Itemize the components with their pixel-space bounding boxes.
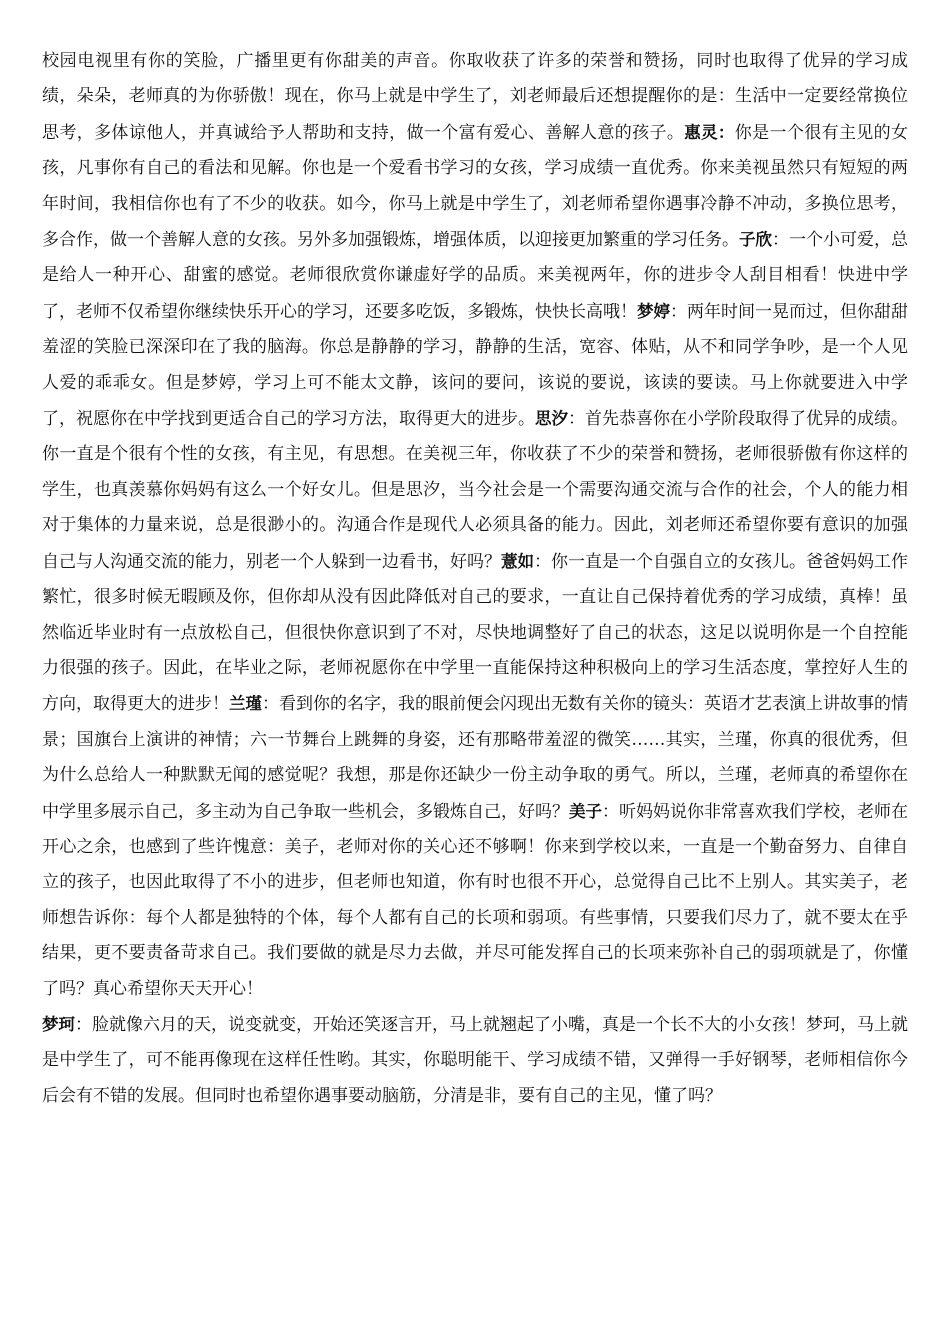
comment-text-meizi: ：听妈妈说你非常喜欢我们学校，老师在开心之余，也感到了些许愧意：美子，老师对你的关心还不够啊！你来到学校以来，一直是一个勤奋努力、自律自立的孩子，也因此取得了不小的进步，但老师也知道，你有时也很不开心，总觉得自己比不上别人。其实美子，老师想告诉你：每个人都是独特的个体，每个人都有自己的长项和弱项。有些事情，只要我们尽力了，就不要太在乎结果，更不要责备苛求自己。我们要做的就是尽力去做，并尽可能发挥自己的长项来弥补自己的弱项就是了，你懂了吗？真心希望你天天开心！: [42, 801, 908, 999]
comment-text-yiru: ：你一直是一个自强自立的女孩儿。爸爸妈妈工作繁忙，很多时候无暇顾及你，但你却从没有因此降低对自己的要求，一直让自己保持着优秀的学习成绩，真棒！虽然临近毕业时有一点放松自己，但很快你意识到了不对，尽快地调整好了自己的状态，这足以说明你是一个自控能力很强的孩子。因此，在毕业之际，老师祝愿你在中学里一直能保持这种积极向上的学习生活态度，掌控好人生的方向，取得更大的进步！: [42, 551, 908, 715]
paragraph-comments: [42, 44, 908, 1007]
student-name-huiling: 惠灵：: [684, 122, 735, 142]
student-name-meizi: 美子: [569, 801, 602, 821]
comment-text-huiling: 你是一个很有主见的女孩，凡事你有自己的看法和见解。你也是一个爱看书学习的女孩，学习成绩一直优秀。你来美视虽然只有短短的两年时间，我相信你也有了不少的收获。如今，你马上就是中学生了，刘老师希望你遇事冷静不冲动，多换位思考，多合作，做一个善解人意的女孩。另外多加强锻炼，增强体质，以迎接更加繁重的学习任务。: [42, 122, 909, 251]
comment-text-mengting: ：两年时间一晃而过，但你甜甜羞涩的笑脸已深深印在了我的脑海。你总是静静的学习，静静的生活，宽容、体贴，从不和同学争吵，是一个人见人爱的乖乖女。但是梦婷，学习上可不能太文静，该问的要问，该说的要说，该读的要读。马上你就要进入中学了，祝愿你在中学找到更适合自己的学习方法，取得更大的进步。: [42, 301, 908, 430]
comment-text-zixin: ：一个小可爱，总是给人一种开心、甜蜜的感觉。老师很欣赏你谦虚好学的品质。来美视两年，你的进步令人刮目相看！快进中学了，老师不仅希望你继续快乐开心的学习，还要多吃饭，多锻炼，快快长高哦！: [42, 230, 908, 322]
student-name-zixin: 子欣: [739, 230, 772, 250]
student-name-mengting: 梦婷: [637, 301, 670, 321]
paragraph-mengke: [42, 1007, 908, 1114]
student-name-mengke: 梦珂: [42, 1014, 75, 1034]
paragraph-intro-text: 校园电视里有你的笑脸，广播里更有你甜美的声音。你取收获了许多的荣誉和赞扬，同时也取得了优异的学习成绩，朵朵，老师真的为你骄傲！现在，你马上就是中学生了，刘老师最后还想提醒你的是：生活中一定要经常换位思考，多体谅他人，并真诚给予人帮助和支持，做一个富有爱心、善解人意的孩子。: [42, 51, 908, 143]
student-name-yiru: 薏如: [501, 551, 534, 571]
document-page: [42, 44, 908, 1114]
comment-text-mengke: ：脸就像六月的天，说变就变，开始还笑逐言开，马上就翘起了小嘴，真是一个长不大的小女孩！梦珂，马上就是中学生了，可不能再像现在这样任性哟。其实，你聪明能干、学习成绩不错，又弹得一手好钢琴，老师相信你今后会有不错的发展。但同时也希望你遇事要动脑筋，分清是非，要有自己的主见，懂了吗？: [42, 1014, 908, 1106]
student-name-lanjin: 兰瑾: [229, 694, 262, 714]
comment-text-sixi: ：首先恭喜你在小学阶段取得了优异的成绩。你一直是个很有个性的女孩，有主见，有思想。在美视三年，你收获了不少的荣誉和赞扬，老师很骄傲有你这样的学生，也真羡慕你妈妈有这么一个好女儿。但是思汐，当今社会是一个需要沟通交流与合作的社会，个人的能力相对于集体的力量来说，总是很渺小的。沟通合作是现代人必须具备的能力。因此，刘老师还希望你要有意识的加强自己与人沟通交流的能力，别老一个人躲到一边看书，好吗？: [42, 409, 908, 572]
student-name-sixi: 思汐: [535, 409, 568, 429]
comment-text-lanjin: ：看到你的名字，我的眼前便会闪现出无数有关你的镜头：英语才艺表演上讲故事的情景；国旗台上演讲的神情；六一节舞台上跳舞的身姿，还有那略带羞涩的微笑……其实，兰瑾，你真的很优秀，但为什么总给人一种默默无闻的感觉呢？我想，那是你还缺少一份主动争取的勇气。所以，兰瑾，老师真的希望你在中学里多展示自己，多主动为自己争取一些机会，多锻炼自己，好吗？: [42, 694, 908, 822]
